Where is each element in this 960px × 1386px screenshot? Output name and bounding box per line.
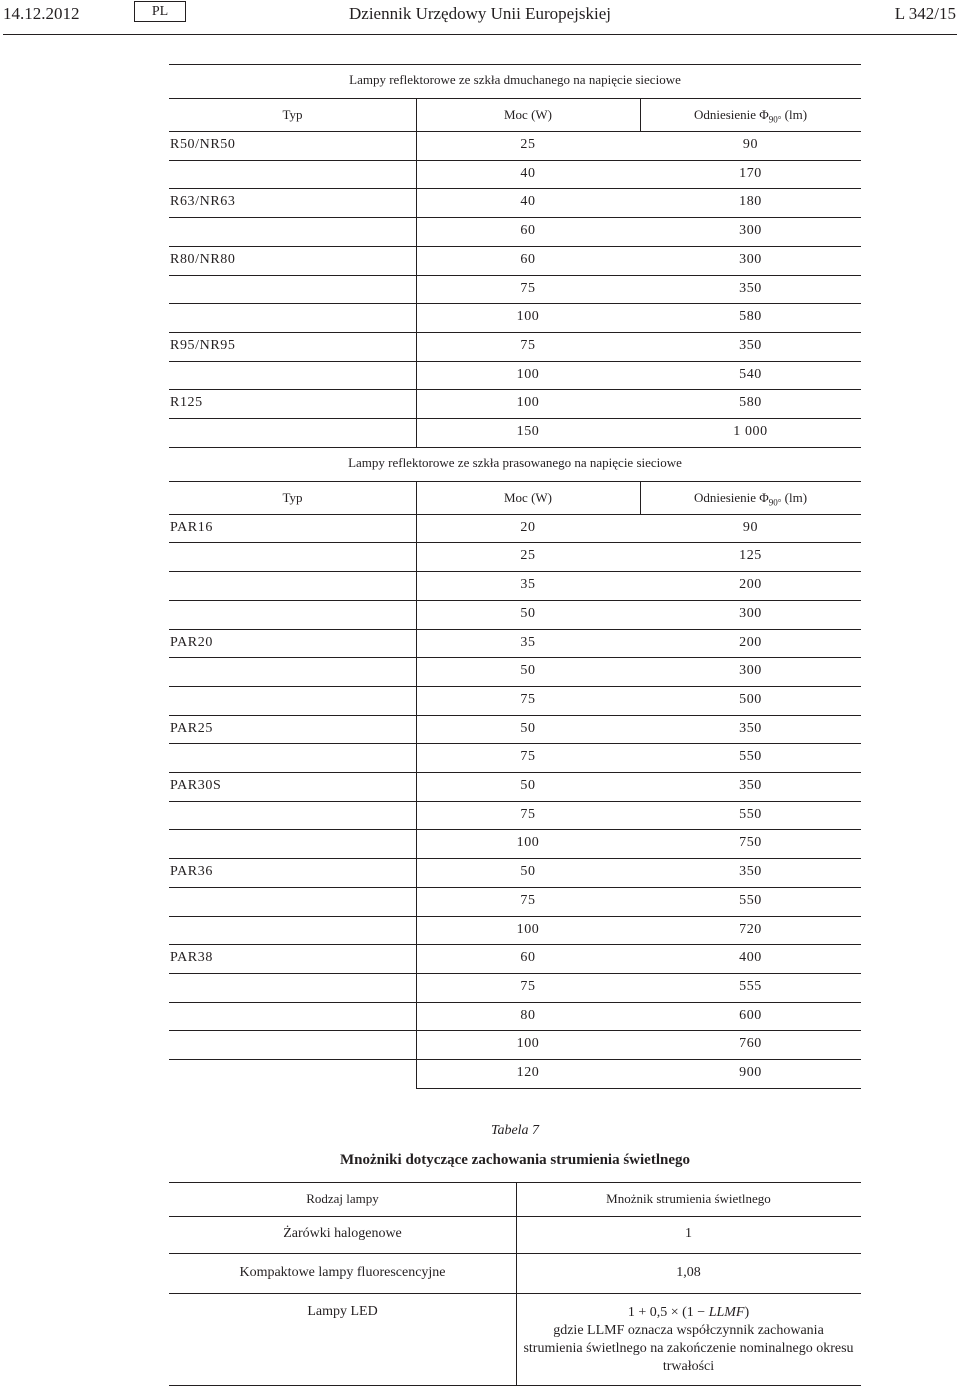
flux-value: 500 [739,691,762,707]
table-rule [169,1253,861,1254]
table-rule [169,571,861,572]
column-header-type: Typ [282,489,303,505]
table-rule [169,389,861,390]
table-rule [169,1216,861,1217]
lamp-kind: Żarówki halogenowe [283,1226,402,1241]
power-value: 150 [516,424,540,439]
table-rule [169,629,861,630]
formula-part: ) [744,1305,750,1320]
flux-subscript: 90° [768,497,782,508]
journal-header [0,0,960,36]
table-row [169,1036,861,1064]
multiplier-note: gdzie LLMF oznacza współczynnik zachowania strumienia świetlnego na zakończenie nominalnego okresu trwałości [523,1323,854,1374]
table-rule [169,447,861,448]
table-rule [169,600,861,601]
table-row [169,252,861,280]
section-title: Lampy reflektorowe ze szkła dmuchanego na napięcie sieciowe [349,72,681,87]
lamp-type: PAR38 [170,950,213,966]
table-rule [169,332,861,333]
lamp-type: R95/NR95 [170,337,236,353]
power-value: 100 [516,1036,540,1052]
power-value: 75 [520,337,536,353]
flux-value: 170 [739,165,762,181]
flux-value: 760 [739,1036,762,1052]
table-rule [169,361,861,362]
table-rule [169,542,861,543]
power-value: 40 [520,165,536,181]
table-rule [169,973,861,974]
column-divider [516,1182,517,1385]
power-value: 25 [520,548,536,564]
power-value: 40 [520,194,536,210]
flux-value: 350 [739,280,762,296]
table-rule [169,160,861,161]
flux-value: 400 [739,950,762,966]
table-row [169,137,861,165]
lamp-type: PAR20 [170,634,213,650]
table-rule [169,514,861,515]
table-row [169,606,861,634]
power-value: 35 [520,634,536,650]
table-rule [416,1088,861,1089]
table-row [169,520,861,548]
table-row [169,922,861,950]
flux-value: 600 [739,1007,762,1023]
column-header-multiplier: Mnożnik strumienia świetlnego [606,1191,771,1206]
table-row [169,223,861,251]
table-row [169,577,861,605]
table-rule [169,246,861,247]
table-rule [169,303,861,304]
power-value: 60 [520,950,536,966]
table-row [169,166,861,194]
header-rule [3,34,957,35]
lamp-type: R50/NR50 [170,137,236,152]
table-row [169,950,861,978]
flux-value: 300 [739,251,762,267]
flux-value: 125 [739,548,762,564]
table-row [169,395,861,423]
flux-value: 300 [739,605,762,621]
table-caption: Tabela 7 [490,1123,540,1138]
power-value: 75 [520,806,536,822]
table-row [169,807,861,835]
table-row [169,1065,861,1093]
flux-value: 550 [739,749,762,765]
table-rule [169,188,861,189]
flux-value: 1 000 [733,424,768,439]
flux-value: 300 [739,663,762,679]
table-rule [169,772,861,773]
table-row [169,778,861,806]
power-value: 60 [520,223,536,239]
table-row [169,367,861,395]
formula-part: 1 + 0,5 × (1 − [627,1305,709,1320]
flux-value: 350 [739,778,762,793]
flux-value: 555 [739,978,762,994]
power-value: 60 [520,251,536,267]
column-header-lamp-kind: Rodzaj lampy [306,1191,379,1206]
power-value: 100 [516,921,540,937]
journal-title: Dziennik Urzędowy Unii Europejskiej [349,4,612,23]
lamp-type: R125 [170,395,203,411]
table-rule [169,64,861,65]
table-rule [169,98,861,99]
power-value: 50 [520,778,536,793]
power-value: 50 [520,605,536,621]
flux-value: 180 [739,194,762,210]
table-row [169,424,861,452]
lamp-type: R80/NR80 [170,251,236,267]
section-title: Lampy reflektorowe ze szkła prasowanego na napięcie sieciowe [348,454,682,470]
multiplier-value [522,1304,855,1376]
power-value: 80 [520,1007,536,1023]
flux-subscript: 90° [768,114,782,125]
table-rule [169,275,861,276]
lamp-type: PAR36 [170,864,213,880]
flux-value: 580 [739,395,762,411]
flux-value: 550 [739,892,762,908]
table-rule [169,829,861,830]
column-header-type: Typ [282,107,303,122]
power-value: 75 [520,978,536,994]
table-row [169,663,861,691]
page-number: L 342/15 [894,4,956,23]
flux-value: 540 [739,366,762,382]
flux-value: 580 [739,309,762,325]
flux-value: 90 [742,137,759,152]
lamp-type: PAR25 [170,720,213,736]
power-value: 100 [516,395,540,411]
multiplier-formula [522,1304,855,1322]
table-row [169,835,861,863]
flux-value: 350 [739,337,762,353]
flux-value: 550 [739,806,762,822]
power-value: 50 [520,720,536,736]
lamp-kind: Kompaktowe lampy fluorescencyjne [239,1265,446,1280]
table-row [169,721,861,749]
column-divider [640,481,641,514]
table-rule [169,217,861,218]
table-title: Mnożniki dotyczące zachowania strumienia świetlnego [340,1152,690,1168]
column-header-power: Moc (W) [503,107,552,122]
power-value: 75 [520,892,536,908]
table-rule [169,418,861,419]
formula-variable: LLMF [708,1305,745,1320]
table-row [169,338,861,366]
table-rule [169,1002,861,1003]
lamp-type: PAR30S [170,778,222,793]
table-row [169,692,861,720]
flux-value: 350 [739,864,762,880]
flux-value: 300 [739,223,762,239]
flux-value: 200 [739,577,762,593]
power-value: 75 [520,280,536,296]
table-rule [169,743,861,744]
table-row [169,548,861,576]
lamp-type: R63/NR63 [170,194,236,210]
table-row [169,281,861,309]
table-rule [169,715,861,716]
table-rule [169,686,861,687]
multiplier-value: 1 [685,1226,692,1241]
table-rule [169,1030,861,1031]
flux-value: 750 [739,835,762,851]
table-row [169,893,861,921]
table-rule [169,944,861,945]
power-value: 75 [520,749,536,765]
lamp-kind: Lampy LED [307,1304,378,1319]
column-header-flux: Odniesienie $\Phi_{90^\circ}$ (lm) [693,107,808,125]
publication-date: 14.12.2012 [3,4,80,23]
column-divider [416,98,417,447]
power-value: 100 [516,835,540,851]
table-row [169,864,861,892]
power-value: 100 [516,309,540,325]
flux-value: 900 [739,1065,762,1080]
table-rule [169,1293,861,1294]
power-value: 120 [516,1065,540,1080]
flux-value: 350 [739,720,762,736]
power-value: 20 [520,519,536,535]
power-value: 35 [520,577,536,593]
power-value: 75 [520,691,536,707]
power-value: 50 [520,864,536,880]
table-rule [169,131,861,132]
table-row [169,635,861,663]
power-value: 50 [520,663,536,679]
column-header-power: Moc (W) [503,489,552,505]
column-divider [416,481,417,1088]
flux-value: 90 [742,519,759,535]
table-rule [169,887,861,888]
language-badge: PL [134,1,186,22]
table-rule [169,801,861,802]
flux-value: 720 [739,921,762,937]
power-value: 100 [516,366,540,382]
table-row [169,1008,861,1036]
table-rule [169,481,861,482]
table-rule [169,858,861,859]
power-value: 25 [520,137,536,152]
table-rule [169,1059,861,1060]
table-rule [169,657,861,658]
lamp-type: PAR16 [170,519,213,535]
multiplier-value: 1,08 [676,1265,701,1280]
table-row [169,309,861,337]
table-row [169,194,861,222]
table-row [169,749,861,777]
column-divider [640,98,641,131]
table-rule [169,916,861,917]
table-rule [169,1182,861,1183]
table-row [169,979,861,1007]
flux-value: 200 [739,634,762,650]
column-header-flux: Odniesienie $\Phi_{90^\circ}$ (lm) [693,489,808,508]
